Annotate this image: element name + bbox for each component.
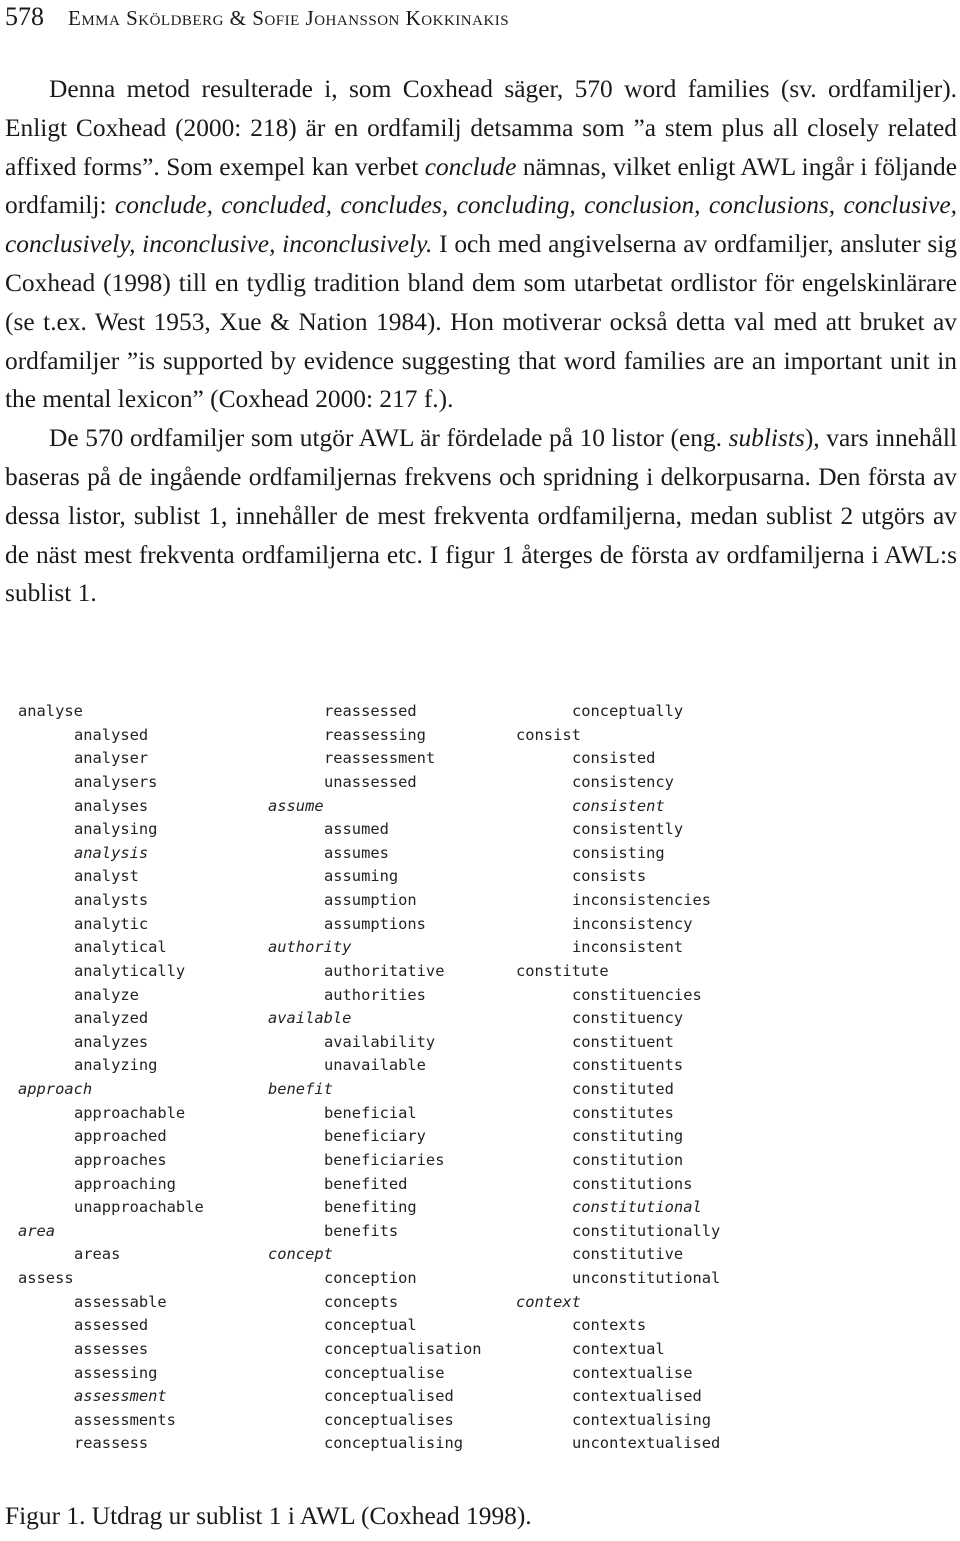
paragraph-1 bbox=[5, 70, 957, 419]
word-form: analytic bbox=[74, 914, 149, 933]
word-form: conceptual bbox=[324, 1316, 417, 1335]
text-segment: Denna metod resulterade i, som Coxhead säger, 570 word families (sv. ordfamiljer). Enligt Coxhead (2000: 218) är en ordfamilj detsamma som ”a stem plus all closely related affixed forms”. Som exempel kan verbet bbox=[5, 75, 957, 181]
word-form: consisting bbox=[572, 843, 665, 862]
word-form: approached bbox=[74, 1127, 167, 1146]
word-form: beneficial bbox=[324, 1103, 417, 1122]
word-form: conceptualising bbox=[324, 1434, 463, 1453]
word-form: contextualised bbox=[572, 1387, 702, 1406]
headword: available bbox=[268, 1009, 352, 1028]
text-segment: De 570 ordfamiljer som utgör AWL är fördelade på 10 listor (eng. bbox=[49, 424, 729, 453]
word-form: unavailable bbox=[324, 1056, 426, 1075]
word-form: assuming bbox=[324, 867, 399, 886]
headword: concept bbox=[268, 1245, 333, 1264]
word-form: conceptualisation bbox=[324, 1339, 482, 1358]
word-form: reassessment bbox=[324, 749, 436, 768]
word-form: conception bbox=[324, 1269, 417, 1287]
italic-text: sublists bbox=[728, 424, 805, 453]
word-form: analyzing bbox=[74, 1056, 158, 1075]
headword: assume bbox=[268, 796, 324, 815]
word-form: approaches bbox=[74, 1150, 167, 1169]
word-form: beneficiary bbox=[324, 1127, 426, 1146]
word-form: analysis bbox=[74, 843, 149, 862]
word-form: contexts bbox=[572, 1316, 647, 1335]
running-header bbox=[5, 2, 509, 34]
figure-caption: Figur 1. Utdrag ur sublist 1 i AWL (Coxhead 1998). bbox=[5, 1502, 532, 1530]
word-form: contextual bbox=[572, 1339, 665, 1358]
word-form: assessment bbox=[74, 1387, 167, 1406]
word-form: analyzed bbox=[74, 1009, 149, 1028]
headword: area bbox=[18, 1221, 56, 1240]
headword: benefit bbox=[268, 1080, 333, 1098]
word-form: analytically bbox=[74, 961, 186, 980]
italic-text: conclude, concluded, concludes, concluding, conclusion, conclusions, conclusive, conclusively, inconclusive, inconclusively. bbox=[5, 191, 957, 259]
word-form: reassessing bbox=[324, 725, 426, 744]
word-form: analyses bbox=[74, 796, 149, 815]
word-form: consistent bbox=[572, 796, 665, 815]
word-form: authoritative bbox=[324, 961, 445, 980]
italic-text: conclude bbox=[424, 152, 517, 181]
word-form: consisted bbox=[572, 749, 656, 768]
word-form: constituent bbox=[572, 1032, 674, 1051]
word-form: constitutes bbox=[572, 1103, 674, 1122]
headword: constitute bbox=[516, 961, 609, 980]
word-form: conceptualises bbox=[324, 1410, 454, 1429]
word-form: areas bbox=[74, 1245, 121, 1264]
word-form: analysing bbox=[74, 820, 158, 839]
word-form: constitutionally bbox=[572, 1221, 721, 1240]
word-form: consistency bbox=[572, 772, 674, 791]
word-form: analysers bbox=[74, 772, 158, 791]
word-form: benefited bbox=[324, 1174, 408, 1193]
word-form: analytical bbox=[74, 938, 167, 957]
word-form: reassess bbox=[74, 1434, 149, 1453]
word-form: inconsistent bbox=[572, 938, 684, 957]
word-form: constituency bbox=[572, 1009, 684, 1028]
headword: analyse bbox=[18, 702, 83, 720]
word-form: constituencies bbox=[572, 985, 702, 1004]
headword: context bbox=[516, 1292, 581, 1311]
word-form: reassessed bbox=[324, 702, 417, 720]
word-form: conceptualised bbox=[324, 1387, 454, 1406]
word-form: authorities bbox=[324, 985, 426, 1004]
page-number: 578 bbox=[5, 2, 44, 31]
word-form: analyzes bbox=[74, 1032, 149, 1051]
author-names: Emma Sköldberg & Sofie Johansson Kokkinakis bbox=[68, 6, 510, 30]
word-family-figure bbox=[18, 700, 778, 1460]
word-form: analyst bbox=[74, 867, 139, 886]
word-form: conceptualise bbox=[324, 1363, 445, 1382]
word-form: constituents bbox=[572, 1056, 684, 1075]
word-form: assumption bbox=[324, 891, 417, 909]
headword: approach bbox=[18, 1080, 93, 1098]
word-column-3 bbox=[516, 700, 720, 1456]
text-segment: nämnas, vilket enligt AWL ingår i följande ordfamilj: bbox=[5, 152, 957, 220]
word-form: constitutional bbox=[572, 1198, 702, 1217]
word-form: approachable bbox=[74, 1103, 186, 1122]
headword: authority bbox=[268, 938, 352, 957]
word-form: constituted bbox=[572, 1080, 674, 1098]
word-form: consists bbox=[572, 867, 647, 886]
word-form: contextualise bbox=[572, 1363, 693, 1382]
word-form: unapproachable bbox=[74, 1198, 204, 1217]
word-form: inconsistency bbox=[572, 914, 693, 933]
word-form: analysts bbox=[74, 891, 149, 909]
word-column-2 bbox=[268, 700, 482, 1456]
word-form: uncontextualised bbox=[572, 1434, 721, 1453]
word-form: inconsistencies bbox=[572, 891, 711, 909]
word-form: assessing bbox=[74, 1363, 158, 1382]
headword: assess bbox=[18, 1269, 74, 1287]
word-form: assumes bbox=[324, 843, 389, 862]
word-form: assumed bbox=[324, 820, 389, 839]
word-form: analyze bbox=[74, 985, 139, 1004]
word-form: beneficiaries bbox=[324, 1150, 445, 1169]
word-form: constitutions bbox=[572, 1174, 693, 1193]
word-form: approaching bbox=[74, 1174, 176, 1193]
word-form: assessed bbox=[74, 1316, 149, 1335]
word-form: availability bbox=[324, 1032, 436, 1051]
word-form: assessments bbox=[74, 1410, 176, 1429]
word-form: analyser bbox=[74, 749, 149, 768]
word-form: benefiting bbox=[324, 1198, 417, 1217]
word-form: unassessed bbox=[324, 772, 417, 791]
body-text bbox=[5, 70, 957, 613]
word-form: conceptually bbox=[572, 702, 684, 720]
word-form: analysed bbox=[74, 725, 149, 744]
word-form: constituting bbox=[572, 1127, 684, 1146]
word-form: assumptions bbox=[324, 914, 426, 933]
word-form: concepts bbox=[324, 1292, 399, 1311]
word-form: constitutive bbox=[572, 1245, 684, 1264]
word-form: constitution bbox=[572, 1150, 684, 1169]
word-form: benefits bbox=[324, 1221, 399, 1240]
word-form: assessable bbox=[74, 1292, 167, 1311]
text-segment: ), vars innehåll baseras på de ingående ordfamiljernas frekvens och spridning i delkorpusarna. Den första av dessa listor, sublist 1, innehåller de mest frekventa ordfamiljerna, medan sublist 2 utgörs av de näst mest frekventa ordfamiljerna etc. I figur 1 återges de första av ordfamiljerna i AWL:s sublist 1. bbox=[5, 424, 957, 608]
word-form: consistently bbox=[572, 820, 684, 839]
word-form: contextualising bbox=[572, 1410, 711, 1429]
headword: consist bbox=[516, 725, 581, 744]
word-form: assesses bbox=[74, 1339, 149, 1358]
paragraph-2 bbox=[5, 419, 957, 613]
text-segment: I och med angivelserna av ordfamiljer, ansluter sig Coxhead (1998) till en tydlig tradition bland dem som utarbetat ordlistor för engelskinlärare (se t.ex. West 1953, Xue & Nation 1984). Hon motiverar också detta val med att bruket av ordfamiljer ”is supported by evidence suggesting that word families are an important unit in the mental lexicon” (Coxhead 2000: 217 f.). bbox=[5, 230, 957, 414]
word-column-1 bbox=[18, 700, 204, 1456]
word-form: unconstitutional bbox=[572, 1269, 721, 1287]
